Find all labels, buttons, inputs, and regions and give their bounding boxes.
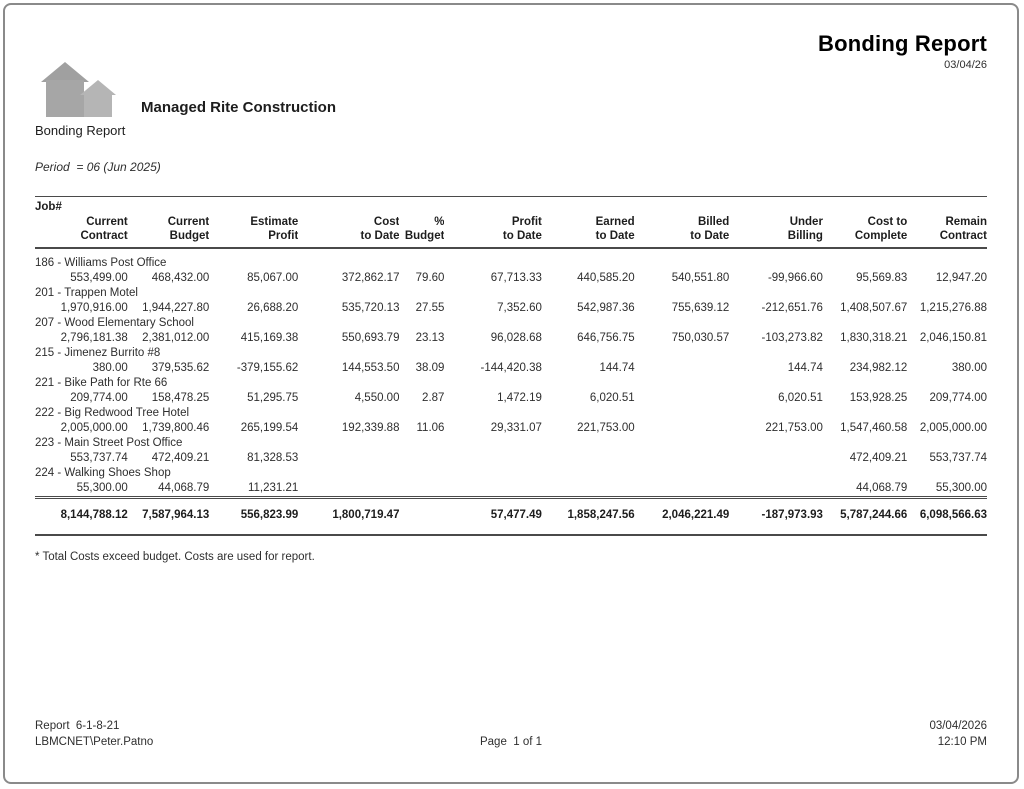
value-cell: 1,472.19	[497, 392, 542, 404]
value-cell: 81,328.53	[247, 452, 299, 464]
column-header: Estimate Profit	[209, 215, 298, 248]
value-cell	[444, 451, 541, 466]
value-cell: 550,693.79	[341, 332, 400, 344]
table-foot	[35, 498, 987, 536]
job-name-cell: 186 - Williams Post Office	[35, 257, 167, 269]
value-cell: 553,737.74	[929, 452, 987, 464]
value-cell: 29,331.07	[490, 422, 542, 434]
total-cell: 57,477.49	[444, 498, 541, 536]
total-cell: 2,046,221.49	[635, 498, 730, 536]
value-cell: 472,409.21	[151, 452, 210, 464]
value-cell: 38.09	[415, 362, 445, 374]
value-cell: 750,030.57	[671, 332, 730, 344]
totals-row	[35, 498, 987, 536]
value-cell: 372,862.17	[341, 272, 400, 284]
value-cell	[635, 361, 730, 376]
value-cell: 1,970,916.00	[60, 302, 128, 314]
value-cell: 221,753.00	[765, 422, 823, 434]
job-values-row	[35, 421, 987, 436]
footer-right	[929, 718, 987, 750]
value-cell: 540,551.80	[671, 272, 730, 284]
job-name-cell: 221 - Bike Path for Rte 66	[35, 377, 168, 389]
bonding-table	[35, 196, 987, 536]
value-cell: 472,409.21	[849, 452, 908, 464]
value-cell: 209,774.00	[929, 392, 987, 404]
job-name-cell: 222 - Big Redwood Tree Hotel	[35, 407, 190, 419]
footer-date: 03/04/2026	[929, 720, 987, 732]
value-cell	[298, 451, 399, 466]
table-head	[35, 197, 987, 249]
job-name-cell: 215 - Jimenez Burrito #8	[35, 347, 161, 359]
column-header: Profit to Date	[444, 215, 541, 248]
total-cell: 6,098,566.63	[907, 498, 987, 536]
total-cell: 1,858,247.56	[542, 498, 635, 536]
value-cell: 380.00	[92, 362, 128, 374]
report-title-date: 03/04/26	[944, 59, 987, 71]
value-cell: 44,068.79	[856, 482, 908, 494]
job-values-row	[35, 301, 987, 316]
column-header: Current Budget	[128, 215, 210, 248]
footer-report-code: Report 6-1-8-21	[35, 720, 120, 732]
houses-logo-icon	[35, 59, 131, 117]
value-cell: 2,796,181.38	[60, 332, 128, 344]
value-cell: 6,020.51	[778, 392, 823, 404]
report-page	[3, 3, 1019, 784]
job-values-row	[35, 451, 987, 466]
job-name-row	[35, 346, 987, 361]
job-name-row	[35, 316, 987, 331]
job-values-row	[35, 271, 987, 286]
job-values-row	[35, 361, 987, 376]
report-header	[35, 5, 987, 117]
value-cell: 51,295.75	[247, 392, 299, 404]
value-cell: 1,830,318.21	[840, 332, 908, 344]
value-cell: -103,273.82	[761, 332, 823, 344]
value-cell: 55,300.00	[935, 482, 987, 494]
job-name-cell: 207 - Wood Elementary School	[35, 317, 194, 329]
value-cell: 440,585.20	[577, 272, 635, 284]
value-cell: 144.74	[599, 362, 635, 374]
job-name-row	[35, 248, 987, 271]
value-cell: 2,005,000.00	[60, 422, 128, 434]
value-cell: 192,339.88	[341, 422, 400, 434]
footer-page-number: Page 1 of 1	[479, 736, 543, 748]
value-cell: 221,753.00	[577, 422, 635, 434]
value-cell	[635, 421, 730, 436]
value-cell: -144,420.38	[480, 362, 542, 374]
value-cell: 44,068.79	[158, 482, 210, 494]
total-cell: 1,800,719.47	[298, 498, 399, 536]
value-cell: 85,067.00	[247, 272, 299, 284]
column-header: Earned to Date	[542, 215, 635, 248]
value-cell: 23.13	[415, 332, 445, 344]
value-cell: 2.87	[422, 392, 445, 404]
report-footnote: * Total Costs exceed budget. Costs are used for report.	[35, 551, 315, 563]
value-cell: 209,774.00	[70, 392, 128, 404]
value-cell: 468,432.00	[151, 272, 210, 284]
total-cell: 8,144,788.12	[35, 498, 128, 536]
period-filter: Period = 06 (Jun 2025)	[35, 160, 161, 174]
value-cell: 27.55	[415, 302, 445, 314]
column-header: % Budget	[399, 215, 444, 248]
value-cell: -379,155.62	[236, 362, 299, 374]
value-cell: 2,381,012.00	[142, 332, 210, 344]
job-name-row	[35, 376, 987, 391]
value-cell: 26,688.20	[247, 302, 299, 314]
value-cell: 265,199.54	[240, 422, 299, 434]
value-cell: 380.00	[951, 362, 987, 374]
job-values-row	[35, 481, 987, 498]
value-cell: 755,639.12	[671, 302, 730, 314]
job-name-row	[35, 466, 987, 481]
total-cell: 7,587,964.13	[128, 498, 210, 536]
job-header-label: Job#	[35, 197, 987, 216]
report-footer	[35, 718, 987, 750]
title-block	[818, 31, 987, 71]
value-cell	[444, 481, 541, 498]
total-cell: 556,823.99	[209, 498, 298, 536]
value-cell: 379,535.62	[151, 362, 210, 374]
value-cell: 11,231.21	[247, 482, 299, 494]
value-cell: 158,478.25	[151, 392, 210, 404]
total-cell	[399, 498, 444, 536]
value-cell	[729, 451, 823, 466]
column-header: Billed to Date	[635, 215, 730, 248]
value-cell	[542, 481, 635, 498]
value-cell: 646,756.75	[577, 332, 635, 344]
value-cell: 144,553.50	[341, 362, 400, 374]
value-cell: 96,028.68	[490, 332, 542, 344]
column-header: Cost to Complete	[823, 215, 907, 248]
value-cell: 553,499.00	[70, 272, 128, 284]
value-cell	[542, 451, 635, 466]
value-cell: 234,982.12	[849, 362, 908, 374]
value-cell: 79.60	[415, 272, 445, 284]
value-cell: 144.74	[787, 362, 823, 374]
total-cell: 5,787,244.66	[823, 498, 907, 536]
company-block	[35, 59, 336, 117]
value-cell: 11.06	[416, 422, 445, 434]
value-cell: 12,947.20	[935, 272, 987, 284]
value-cell: 7,352.60	[497, 302, 542, 314]
value-cell: 415,169.38	[240, 332, 299, 344]
column-header: Remain Contract	[907, 215, 987, 248]
footer-left	[35, 718, 153, 750]
value-cell: 553,737.74	[70, 452, 128, 464]
column-header: Cost to Date	[298, 215, 399, 248]
job-header-row	[35, 197, 987, 216]
value-cell: 1,739,800.46	[142, 422, 210, 434]
value-cell	[635, 481, 730, 498]
value-cell: 67,713.33	[490, 272, 542, 284]
value-cell: 6,020.51	[589, 392, 635, 404]
value-cell: 1,215,276.88	[919, 302, 987, 314]
job-name-cell: 224 - Walking Shoes Shop	[35, 467, 171, 479]
footer-user: LBMCNET\Peter.Patno	[35, 736, 154, 748]
value-cell: 1,547,460.58	[840, 422, 908, 434]
job-values-row	[35, 391, 987, 406]
value-cell	[298, 481, 399, 498]
value-cell: 2,005,000.00	[919, 422, 987, 434]
job-name-cell: 201 - Trappen Motel	[35, 287, 138, 299]
job-name-cell: 223 - Main Street Post Office	[35, 437, 183, 449]
value-cell	[399, 481, 444, 498]
value-cell: 55,300.00	[76, 482, 128, 494]
value-cell	[635, 451, 730, 466]
job-name-row	[35, 436, 987, 451]
value-cell: 1,408,507.67	[840, 302, 908, 314]
value-cell: 4,550.00	[354, 392, 400, 404]
job-name-row	[35, 286, 987, 301]
column-header: Under Billing	[729, 215, 823, 248]
report-title: Bonding Report	[818, 31, 987, 56]
job-values-row	[35, 331, 987, 346]
value-cell: -212,651.76	[761, 302, 823, 314]
column-header: Current Contract	[35, 215, 128, 248]
value-cell: 95,569.83	[856, 272, 908, 284]
value-cell: 542,987.36	[577, 302, 635, 314]
value-cell	[399, 451, 444, 466]
value-cell: 1,944,227.80	[142, 302, 210, 314]
footer-time: 12:10 PM	[937, 736, 987, 748]
value-cell	[729, 481, 823, 498]
company-name: Managed Rite Construction	[141, 99, 337, 116]
value-cell: 153,928.25	[849, 392, 908, 404]
value-cell	[635, 391, 730, 406]
job-name-row	[35, 406, 987, 421]
total-cell: -187,973.93	[729, 498, 823, 536]
value-cell: 2,046,150.81	[919, 332, 987, 344]
value-cell: 535,720.13	[341, 302, 400, 314]
table-body	[35, 248, 987, 498]
column-header-row	[35, 215, 987, 248]
value-cell: -99,966.60	[767, 272, 823, 284]
report-subtitle: Bonding Report	[35, 123, 126, 138]
